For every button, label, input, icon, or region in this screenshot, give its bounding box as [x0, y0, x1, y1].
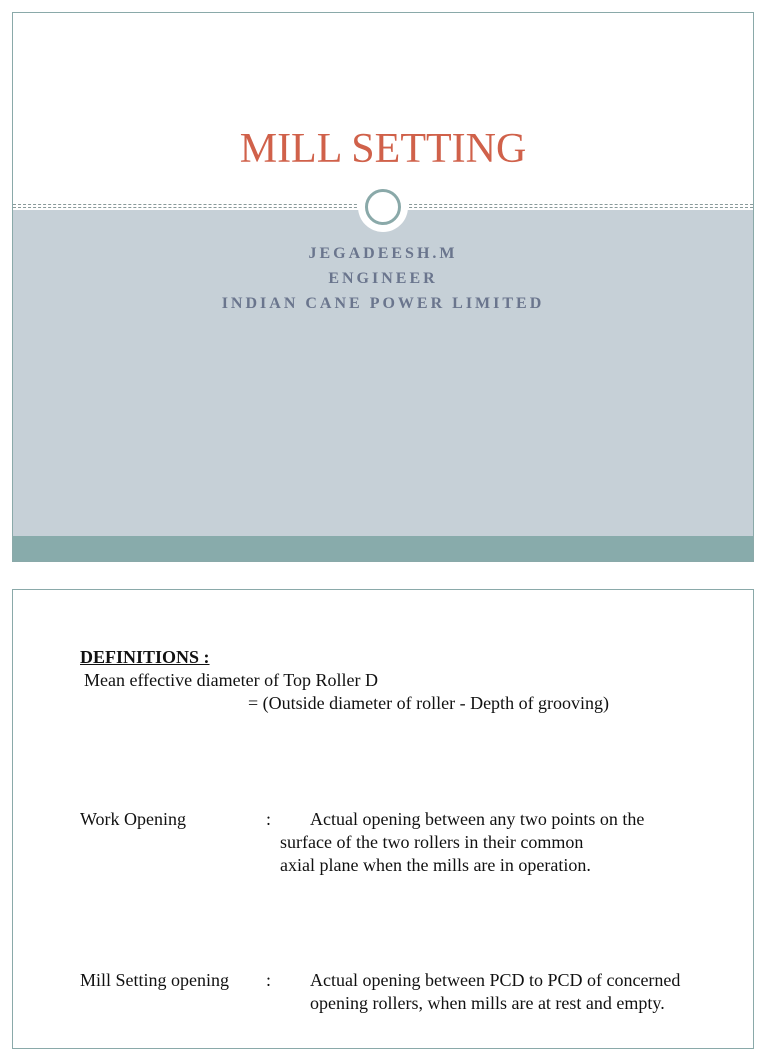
mill-setting-opening-line2: opening rollers, when mills are at rest and empty.: [310, 993, 665, 1013]
mill-setting-opening-colon: :: [266, 970, 272, 990]
work-opening-colon: :: [266, 809, 272, 829]
definitions-heading: DEFINITIONS :: [80, 647, 210, 667]
definitions-slide: [12, 589, 754, 1049]
work-opening-line3: axial plane when the mills are in operation.: [280, 855, 591, 875]
circle-ornament-icon: [365, 189, 401, 225]
author-name: JEGADEESH.M: [308, 245, 458, 262]
slide-subtitle: [13, 241, 753, 316]
title-slide-bottom-strip: [13, 536, 753, 562]
work-opening-line2: surface of the two rollers in their common: [280, 832, 584, 852]
mill-setting-opening-line1: Actual opening between PCD to PCD of concerned: [310, 970, 681, 990]
slide-title: MILL SETTING: [239, 126, 527, 172]
mean-diameter-line2: = (Outside diameter of roller - Depth of grooving): [248, 693, 610, 713]
title-slide-top: [13, 13, 753, 210]
work-opening-line1: Actual opening between any two points on the: [310, 809, 645, 829]
company-name: INDIAN CANE POWER LIMITED: [221, 295, 545, 312]
mill-setting-opening-term: Mill Setting opening: [80, 970, 230, 990]
mean-diameter-line1: Mean effective diameter of Top Roller D: [84, 670, 378, 690]
author-role: ENGINEER: [328, 270, 438, 287]
work-opening-term: Work Opening: [80, 809, 187, 829]
title-slide: [12, 12, 754, 562]
